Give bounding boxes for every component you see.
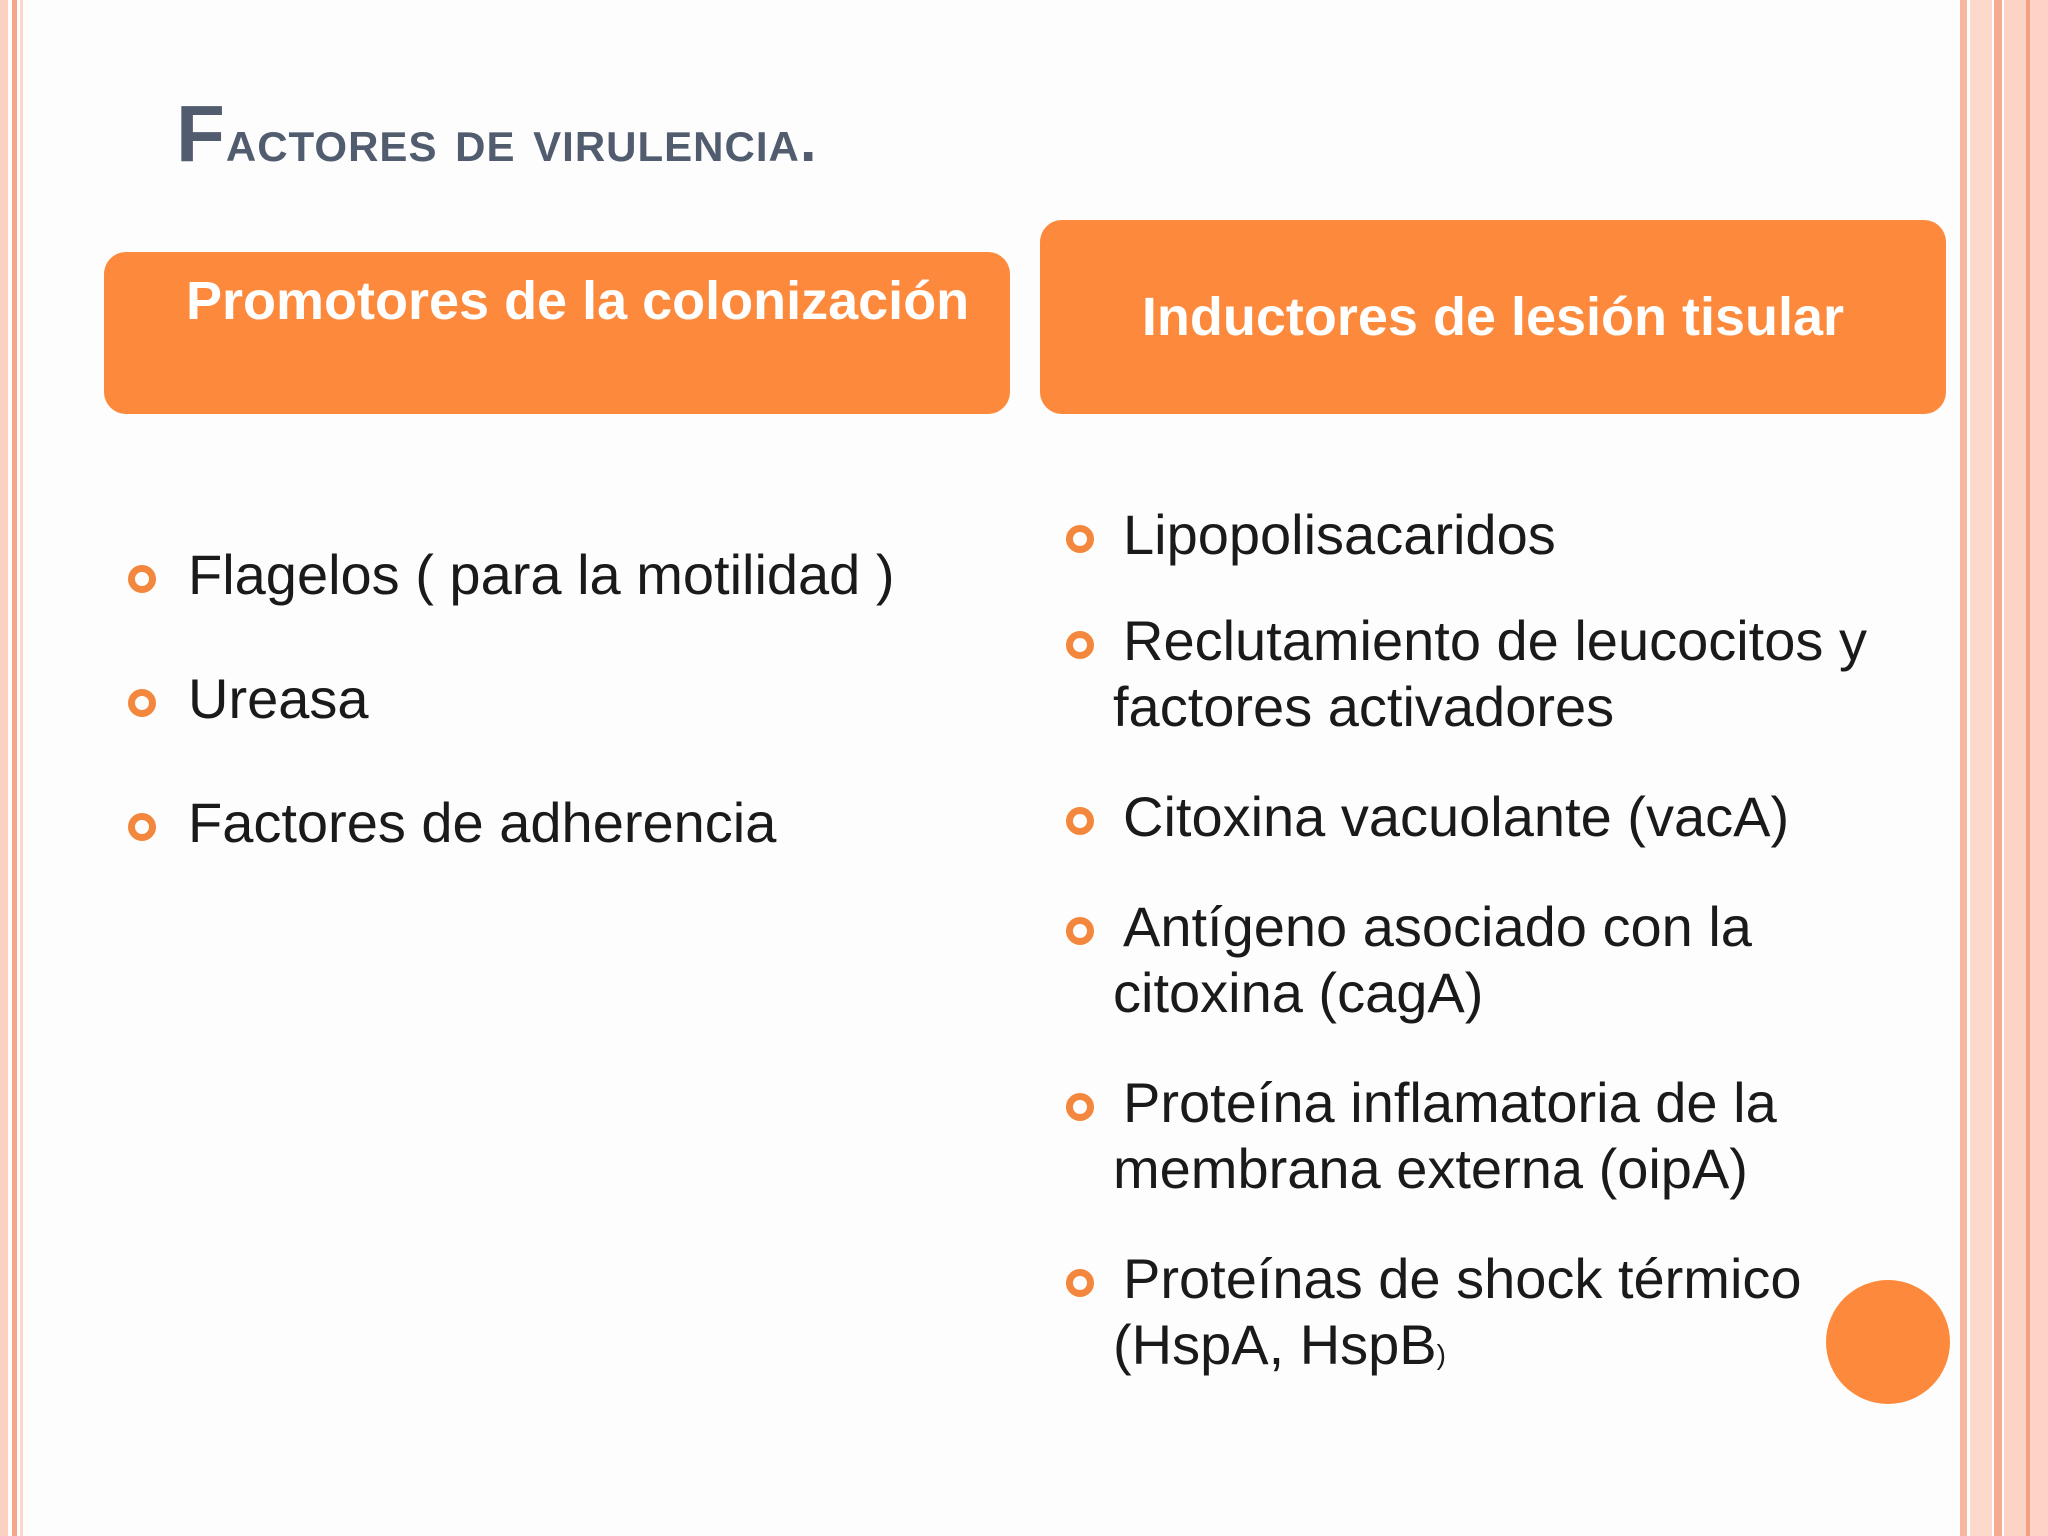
list-item <box>1060 894 1940 1026</box>
list-item-text: Ureasa <box>188 667 369 730</box>
list-item-text: Antígeno asociado con la citoxina (cagA) <box>1113 895 1752 1024</box>
list-item-text: Lipopolisacaridos <box>1123 503 1556 566</box>
border-stripe <box>1970 0 1992 1536</box>
bullet-icon <box>1066 1269 1094 1297</box>
border-stripe <box>0 0 8 1536</box>
tissue-damage-list <box>1060 502 1940 1432</box>
list-item <box>124 542 1024 608</box>
list-item <box>1060 784 1940 850</box>
border-stripe <box>20 0 23 1536</box>
list-item-text: Factores de adherencia <box>188 791 777 854</box>
border-stripe <box>2026 0 2030 1536</box>
list-item <box>1060 608 1940 740</box>
closing-paren: ) <box>1436 1339 1446 1370</box>
list-item <box>124 790 1024 856</box>
list-item-text: Proteína inflamatoria de la membrana externa (oipA) <box>1113 1071 1777 1200</box>
colonization-header: Promotores de la colonización <box>104 252 1010 414</box>
title-initial: F <box>176 89 226 178</box>
bullet-icon <box>128 813 156 841</box>
bullet-icon <box>1066 525 1094 553</box>
border-stripe <box>1960 0 1967 1536</box>
decorative-circle <box>1826 1280 1950 1404</box>
list-item-text: Reclutamiento de leucocitos y factores activadores <box>1113 609 1867 738</box>
tissue-damage-header: Inductores de lesión tisular <box>1040 220 1946 414</box>
bullet-icon <box>128 565 156 593</box>
bullet-icon <box>1066 917 1094 945</box>
bullet-icon <box>1066 1093 1094 1121</box>
bullet-icon <box>1066 807 1094 835</box>
list-item-text: Proteínas de shock térmico (HspA, HspB <box>1113 1247 1802 1376</box>
list-item-text: Citoxina vacuolante (vacA) <box>1123 785 1790 848</box>
bullet-icon <box>1066 631 1094 659</box>
list-item <box>124 666 1024 732</box>
bullet-icon <box>128 689 156 717</box>
slide-title <box>176 88 818 180</box>
list-item-text: Flagelos ( para la motilidad ) <box>188 543 895 606</box>
list-item <box>1060 1246 1940 1388</box>
colonization-list <box>124 542 1024 914</box>
title-rest: actores de virulencia. <box>225 107 818 174</box>
border-stripe <box>1994 0 2002 1536</box>
list-item <box>1060 502 1940 568</box>
border-stripe <box>12 0 17 1536</box>
list-item <box>1060 1070 1940 1202</box>
